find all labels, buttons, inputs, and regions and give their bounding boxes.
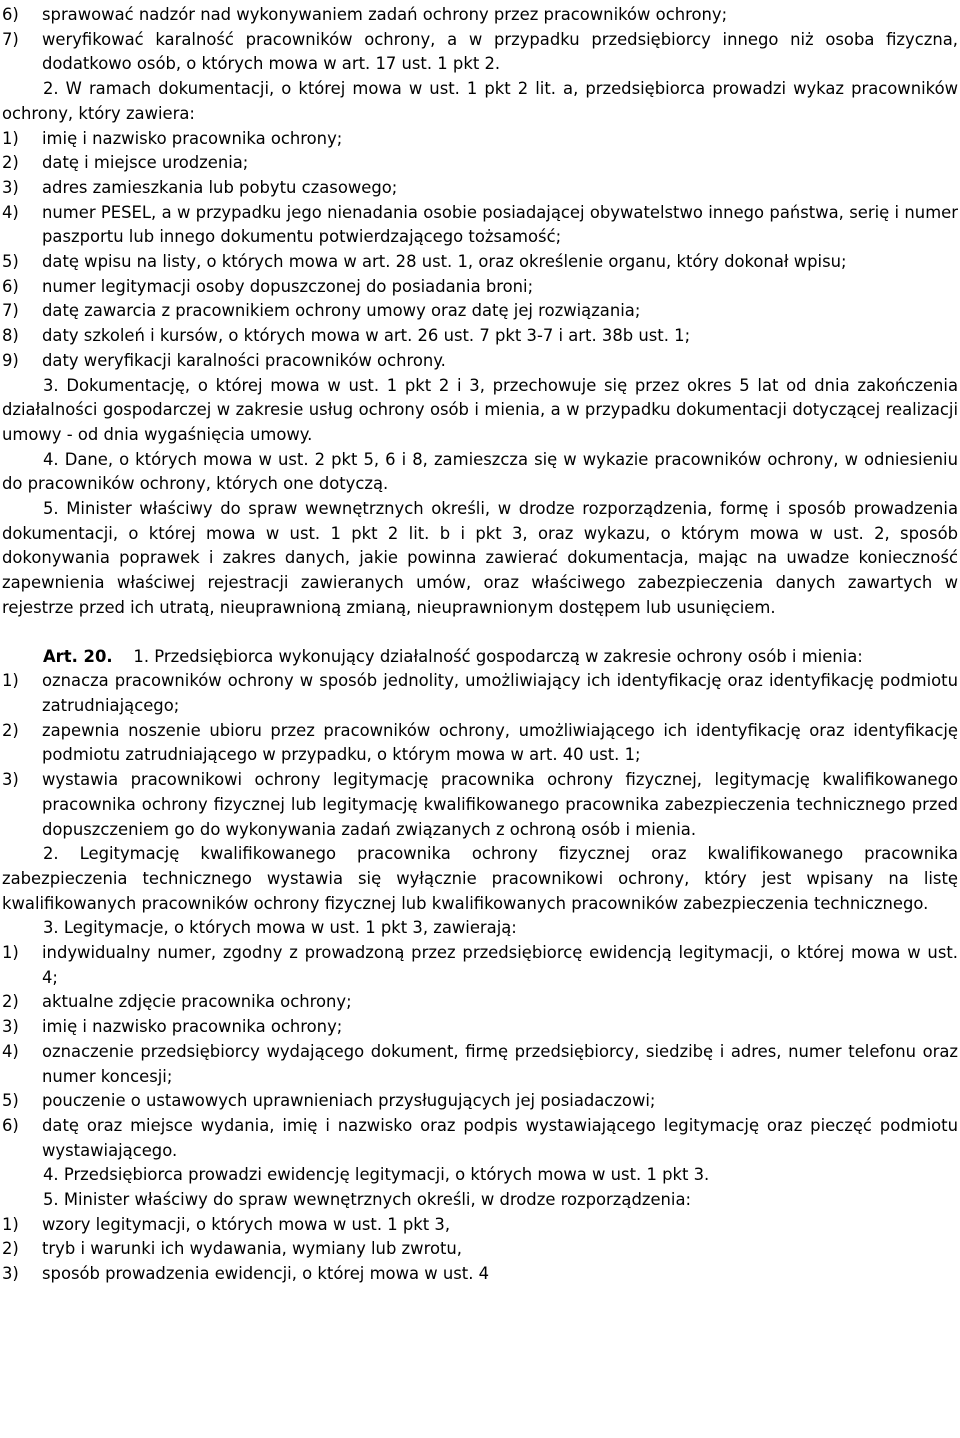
list-item [2,1213,958,1238]
item-number: 2) [2,720,19,740]
item-number: 1) [2,943,19,963]
item-number: 3) [2,1264,19,1284]
item-text: oznacza pracowników ochrony w sposób jednolity, umożliwiający ich identyfikację oraz identyfikację podmiotu zatrudniającego; [42,671,958,715]
item-number: 4) [2,202,19,222]
item-text: adres zamieszkania lub pobytu czasowego; [42,177,398,197]
paragraph: 4. Dane, o których mowa w ust. 2 pkt 5, 6 i 8, zamieszcza się w wykazie pracowników ochrony, w odniesieniu do pracowników ochrony, których one dotyczą. [2,449,958,494]
list-item [2,250,958,275]
item-text: zapewnia noszenie ubioru przez pracowników ochrony, umożliwiającego ich identyfikację oraz identyfikację podmiotu zatrudniającego w przypadku, o którym mowa w art. 40 ust. 1; [42,720,958,765]
item-text: aktualne zdjęcie pracownika ochrony; [42,992,352,1012]
paragraph: 4. Przedsiębiorca prowadzi ewidencję legitymacji, o których mowa w ust. 1 pkt 3. [43,1165,710,1185]
item-text: weryfikować karalność pracowników ochrony, a w przypadku przedsiębiorcy innego niż osoba fizyczna, dodatkowo osób, o których mowa w art. 17 ust. 1 pkt 2. [42,29,958,74]
item-number: 1) [2,1214,19,1234]
list-item [2,349,958,374]
list-item [2,151,958,176]
list-item [2,299,958,324]
item-number: 3) [2,1017,19,1037]
item-number: 1) [2,128,19,148]
item-number: 8) [2,326,19,346]
item-text: datę i miejsce urodzenia; [42,153,249,173]
list-item [2,176,958,201]
item-text: daty szkoleń i kursów, o których mowa w art. 26 ust. 7 pkt 3-7 i art. 38b ust. 1; [42,326,691,346]
list-item [2,324,958,349]
item-text: sprawować nadzór nad wykonywaniem zadań ochrony przez pracowników ochrony; [42,5,728,24]
item-number: 7) [2,301,19,321]
list-item [2,1040,958,1089]
list-item [2,3,958,28]
paragraph: 5. Minister właściwy do spraw wewnętrznych określi, w drodze rozporządzenia, formę i sposób prowadzenia dokumentacji, o której mowa w ust. 1 pkt 2 lit. b i pkt 3, oraz wykazu, o którym mowa w ust. 2, sposób dokonywania poprawek i zakres danych, jakie powinna zawierać dokumentacja, mając na uwadze konieczność zapewnienia właściwej rejestracji zawieranych umów, oraz właściwego zabezpieczenia danych zawartych w rejestrze przed ich utratą, nieuprawnioną zmianą, nieuprawnionym dostępem lub usunięciem. [2,499,958,617]
list-item [2,1262,958,1287]
item-number: 2) [2,992,19,1012]
item-text: indywidualny numer, zgodny z prowadzoną przez przedsiębiorcę ewidencją legitymacji, o której mowa w ust. 4; [42,943,958,987]
paragraph: 3. Dokumentację, o której mowa w ust. 1 pkt 2 i 3, przechowuje się przez okres 5 lat od dnia zakończenia działalności gospodarczej w zakresie usług ochrony osób i mienia, a w przypadku dokumentacji dotyczącej realizacji umowy - od dnia wygaśnięcia umowy. [2,375,958,444]
article-label: Art. 20. [43,646,113,666]
list-item [2,719,958,768]
list-item [2,941,958,990]
item-text: pouczenie o ustawowych uprawnieniach przysługujących jej posiadaczowi; [42,1091,656,1111]
paragraph: 5. Minister właściwy do spraw wewnętrznych określi, w drodze rozporządzenia: [43,1190,692,1210]
item-number: 9) [2,350,19,370]
list-item [2,1015,958,1040]
list-item [2,669,958,718]
list-item [2,1237,958,1262]
item-text: datę wpisu na listy, o których mowa w art. 28 ust. 1, oraz określenie organu, który dokonał wpisu; [42,252,847,272]
paragraph: 2. Legitymację kwalifikowanego pracownika ochrony fizycznej oraz kwalifikowanego pracownika zabezpieczenia technicznego wystawia się wyłącznie pracownikowi ochrony, który jest wpisany na listę kwalifikowanych pracowników ochrony fizycznej lub kwalifikowanych pracowników zabezpieczenia technicznego. [2,844,958,913]
item-text: wzory legitymacji, o których mowa w ust. 1 pkt 3, [42,1214,451,1234]
item-number: 3) [2,770,19,790]
item-number: 5) [2,252,19,272]
list-item [2,28,958,77]
item-number: 1) [2,671,19,691]
item-text: numer legitymacji osoby dopuszczonej do posiadania broni; [42,276,534,296]
item-number: 3) [2,177,19,197]
item-number: 5) [2,1091,19,1111]
item-text: oznaczenie przedsiębiorcy wydającego dokument, firmę przedsiębiorcy, siedzibę i adres, numer telefonu oraz numer koncesji; [42,1041,958,1086]
paragraph: 3. Legitymacje, o których mowa w ust. 1 pkt 3, zawierają: [43,918,517,938]
item-number: 4) [2,1041,19,1061]
item-number: 7) [2,29,19,49]
item-text: wystawia pracownikowi ochrony legitymację pracownika ochrony fizycznej, legitymację kwalifikowanego pracownika ochrony fizycznej lub legitymację kwalifikowanego pracownika zabezpieczenia technicznego przed dopuszczeniem go do wykonywania zadań związanych z ochroną osób i mienia. [42,770,958,839]
list-item [2,127,958,152]
item-number: 6) [2,5,19,24]
item-text: daty weryfikacji karalności pracowników ochrony. [42,350,446,370]
item-text: imię i nazwisko pracownika ochrony; [42,128,343,148]
list-item [2,1114,958,1163]
item-text: numer PESEL, a w przypadku jego nienadania osobie posiadającej obywatelstwo innego państwa, serię i numer paszportu lub innego dokumentu potwierdzającego tożsamość; [42,202,958,247]
item-number: 2) [2,1239,19,1259]
item-text: tryb i warunki ich wydawania, wymiany lub zwrotu, [42,1239,463,1259]
item-number: 6) [2,1115,19,1135]
list-item [2,768,958,842]
article-intro-text: 1. Przedsiębiorca wykonujący działalność gospodarczą w zakresie ochrony osób i mienia: [133,646,863,666]
item-number: 2) [2,153,19,173]
list-item [2,275,958,300]
list-item [2,1089,958,1114]
list-item [2,201,958,250]
article-intro [2,645,958,670]
item-text: datę zawarcia z pracownikiem ochrony umowy oraz datę jej rozwiązania; [42,301,641,321]
paragraph: 2. W ramach dokumentacji, o której mowa w ust. 1 pkt 2 lit. a, przedsiębiorca prowadzi wykaz pracowników ochrony, który zawiera: [2,79,958,123]
item-text: sposób prowadzenia ewidencji, o której mowa w ust. 4 [42,1264,490,1284]
section-gap [2,621,958,645]
item-text: datę oraz miejsce wydania, imię i nazwisko oraz podpis wystawiającego legitymację oraz pieczęć podmiotu wystawiającego. [42,1115,958,1160]
list-item [2,990,958,1015]
item-number: 6) [2,276,19,296]
item-text: imię i nazwisko pracownika ochrony; [42,1017,343,1037]
